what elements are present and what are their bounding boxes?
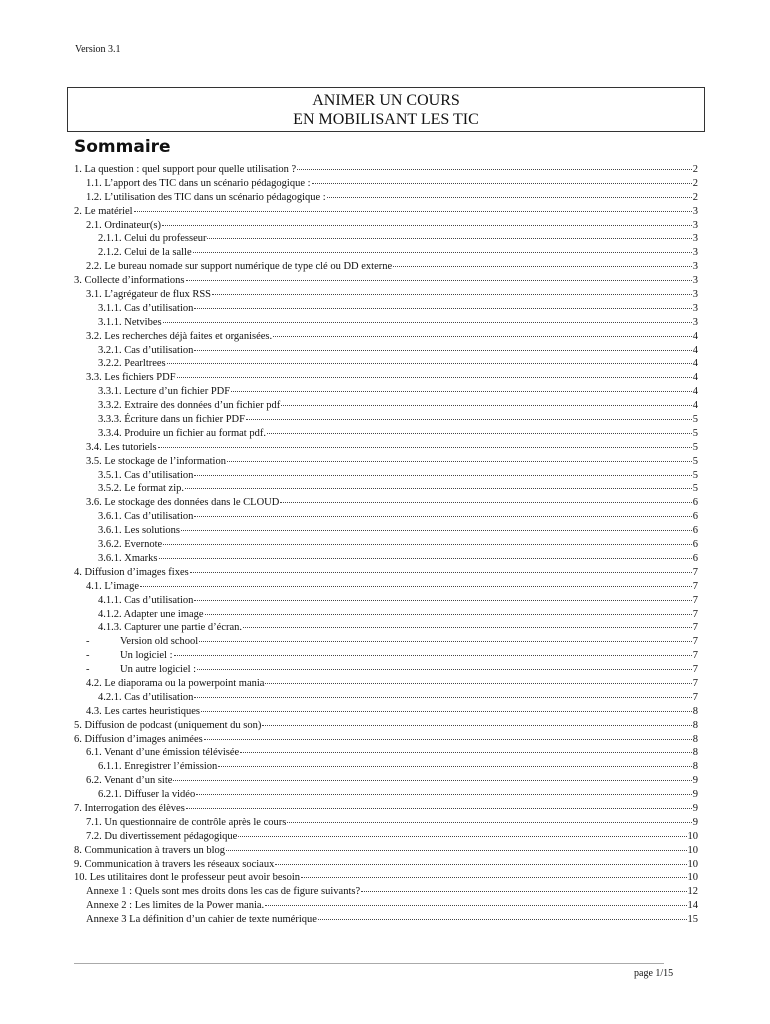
toc-entry-page: 7	[692, 691, 698, 703]
document-title-box	[67, 87, 705, 132]
toc-entry-label: 3.3.1. Lecture d’un fichier PDF	[98, 386, 231, 398]
toc-entry[interactable]	[74, 830, 698, 844]
toc-entry-label: 2.1. Ordinateur(s)	[86, 219, 161, 231]
toc-entry-page: 5	[692, 483, 698, 495]
table-of-contents	[74, 163, 698, 927]
toc-entry-label: 3.1.1. Cas d’utilisation	[98, 302, 194, 314]
toc-entry-label: 1.2. L’utilisation des TIC dans un scénario pédagogique :	[86, 191, 326, 203]
toc-entry[interactable]	[74, 733, 698, 747]
toc-entry-label: 4.1.2. Adapter une image	[98, 608, 204, 620]
toc-entry-page: 12	[687, 886, 698, 898]
toc-entry-label: 4.2.1. Cas d’utilisation	[98, 691, 194, 703]
toc-entry-page: 7	[692, 566, 698, 578]
toc-entry[interactable]	[74, 357, 698, 371]
toc-entry-leader	[186, 802, 692, 809]
toc-entry-page: 4	[692, 386, 698, 398]
toc-entry-page: 8	[692, 747, 698, 759]
toc-entry[interactable]	[74, 274, 698, 288]
toc-entry-label: 8. Communication à travers un blog	[74, 844, 226, 856]
toc-entry[interactable]	[74, 232, 698, 246]
toc-entry-label: 7.2. Du divertissement pédagogique	[86, 830, 238, 842]
toc-entry-leader	[240, 746, 692, 753]
toc-entry-leader	[218, 760, 691, 767]
toc-entry[interactable]	[74, 538, 698, 552]
toc-entry[interactable]	[74, 802, 698, 816]
toc-entry-label: 3.6.1. Les solutions	[98, 525, 180, 537]
toc-entry-leader	[186, 274, 692, 281]
toc-entry-label: 3. Collecte d’informations	[74, 275, 185, 287]
toc-entry-page: 2	[692, 191, 698, 203]
toc-entry[interactable]	[74, 580, 698, 594]
toc-entry-label: 3.1. L’agrégateur de flux RSS	[86, 289, 212, 301]
toc-entry-page: 9	[692, 816, 698, 828]
toc-entry-page: 2	[692, 177, 698, 189]
toc-entry[interactable]	[74, 163, 698, 177]
toc-entry-page: 10	[687, 872, 698, 884]
toc-entry[interactable]	[74, 788, 698, 802]
toc-entry[interactable]	[74, 399, 698, 413]
toc-entry-leader	[227, 455, 692, 462]
toc-entry-label: 2.2. Le bureau nomade sur support numérique de type clé ou DD externe	[86, 261, 393, 273]
toc-entry-leader	[301, 871, 687, 878]
toc-entry[interactable]	[74, 663, 698, 677]
toc-entry-label: 4.2. Le diaporama ou la powerpoint mania	[86, 677, 265, 689]
toc-entry-label: 3.6.1. Xmarks	[98, 552, 158, 564]
toc-entry-page: 5	[692, 427, 698, 439]
toc-entry[interactable]	[74, 469, 698, 483]
toc-entry[interactable]	[74, 746, 698, 760]
toc-entry-label: 3.3.3. Écriture dans un fichier PDF	[98, 414, 245, 426]
toc-entry-page: 7	[692, 636, 698, 648]
toc-entry-label: 3.6.1. Cas d’utilisation	[98, 511, 194, 523]
toc-entry-leader	[287, 816, 691, 823]
toc-entry-label: 3.1.1. Netvibes	[98, 316, 162, 328]
toc-entry-leader	[246, 413, 692, 420]
toc-entry-label: 4.3. Les cartes heuristiques	[86, 705, 201, 717]
toc-entry[interactable]	[74, 191, 698, 205]
title-line-2: EN MOBILISANT LES TIC	[293, 110, 479, 128]
toc-entry-page: 8	[692, 761, 698, 773]
toc-entry-leader	[265, 677, 691, 684]
toc-entry-leader	[267, 427, 692, 434]
toc-entry-label: Un autre logiciel :	[120, 664, 197, 676]
toc-entry[interactable]	[74, 719, 698, 733]
toc-entry[interactable]	[74, 246, 698, 260]
toc-entry[interactable]	[74, 705, 698, 719]
toc-entry-page: 4	[692, 344, 698, 356]
toc-entry-page: 3	[692, 302, 698, 314]
toc-entry-label: 3.5.2. Le format zip.	[98, 483, 185, 495]
toc-entry-page: 10	[687, 858, 698, 870]
toc-entry-page: 4	[692, 358, 698, 370]
toc-entry-page: 4	[692, 372, 698, 384]
toc-entry-leader	[190, 566, 692, 573]
toc-entry-leader	[226, 844, 686, 851]
toc-entry-label: 3.5. Le stockage de l’information	[86, 455, 226, 467]
toc-entry-label: 7. Interrogation des élèves	[74, 802, 185, 814]
toc-entry-page: 3	[692, 261, 698, 273]
toc-entry[interactable]	[74, 899, 698, 913]
toc-entry-leader	[163, 316, 692, 323]
toc-entry-label: Un logiciel :	[120, 650, 173, 662]
toc-entry-label: Version old school	[120, 636, 199, 648]
toc-entry-label: 6.2. Venant d’un site	[86, 775, 173, 787]
toc-entry-page: 10	[687, 844, 698, 856]
toc-entry-page: 5	[692, 414, 698, 426]
toc-entry-leader	[265, 899, 686, 906]
toc-entry-page: 6	[692, 539, 698, 551]
toc-entry[interactable]	[74, 413, 698, 427]
toc-entry-label: 3.5.1. Cas d’utilisation	[98, 469, 194, 481]
toc-entry[interactable]	[74, 482, 698, 496]
toc-entry-page: 8	[692, 705, 698, 717]
toc-entry-page: 7	[692, 650, 698, 662]
toc-entry-label: Annexe 3 La définition d’un cahier de texte numérique	[86, 914, 317, 926]
page-number: page 1/15	[634, 968, 674, 979]
footer-divider	[74, 963, 664, 964]
toc-entry-leader	[194, 344, 691, 351]
toc-entry-label: 2. Le matériel	[74, 205, 133, 217]
toc-entry[interactable]	[74, 441, 698, 455]
toc-entry[interactable]	[74, 621, 698, 635]
toc-entry-label: 6.2.1. Diffuser la vidéo	[98, 789, 196, 801]
toc-entry-leader	[174, 649, 692, 656]
toc-entry-leader	[361, 885, 686, 892]
toc-entry-label: 3.2.1. Cas d’utilisation	[98, 344, 194, 356]
toc-entry-leader	[194, 510, 691, 517]
toc-entry-page: 6	[692, 525, 698, 537]
toc-entry-page: 7	[692, 664, 698, 676]
toc-entry-page: 6	[692, 497, 698, 509]
title-line-1: ANIMER UN COURS	[312, 91, 460, 109]
toc-entry-page: 3	[692, 247, 698, 259]
toc-entry-page: 7	[692, 580, 698, 592]
toc-entry[interactable]	[74, 913, 698, 927]
toc-entry-label: 4.1.1. Cas d’utilisation	[98, 594, 194, 606]
toc-entry[interactable]	[74, 385, 698, 399]
toc-entry-leader	[185, 482, 692, 489]
toc-entry-page: 7	[692, 594, 698, 606]
toc-entry-leader	[212, 288, 692, 295]
toc-entry-leader	[275, 858, 686, 865]
toc-entry[interactable]	[74, 635, 698, 649]
toc-entry-leader	[201, 705, 692, 712]
toc-entry-leader	[280, 496, 691, 503]
toc-entry-page: 3	[692, 275, 698, 287]
toc-entry-leader	[327, 191, 692, 198]
toc-entry-label: 3.3.4. Produire un fichier au format pdf.	[98, 427, 266, 439]
toc-entry-label: 2.1.2. Celui de la salle	[98, 247, 192, 259]
toc-entry-leader	[194, 594, 691, 601]
toc-entry-leader	[193, 246, 692, 253]
toc-entry[interactable]	[74, 608, 698, 622]
toc-entry-leader	[262, 719, 691, 726]
toc-entry-label: 7.1. Un questionnaire de contrôle après le cours	[86, 816, 287, 828]
toc-entry-leader	[238, 830, 686, 837]
toc-entry-page: 9	[692, 789, 698, 801]
toc-entry[interactable]	[74, 774, 698, 788]
toc-entry-page: 3	[692, 205, 698, 217]
toc-entry-leader	[173, 774, 691, 781]
toc-entry-label: 3.6. Le stockage des données dans le CLOUD	[86, 497, 280, 509]
toc-entry-page: 14	[687, 900, 698, 912]
sommaire-heading: Sommaire	[74, 137, 171, 157]
toc-entry-label: 3.3.2. Extraire des données d’un fichier pdf	[98, 400, 281, 412]
toc-entry[interactable]	[74, 302, 698, 316]
toc-entry-label: 1. La question : quel support pour quelle utilisation ?	[74, 164, 297, 175]
toc-entry[interactable]	[74, 219, 698, 233]
toc-entry-leader	[159, 552, 692, 559]
toc-entry[interactable]	[74, 177, 698, 191]
toc-entry-label: 4. Diffusion d’images fixes	[74, 566, 189, 578]
toc-entry-leader	[297, 163, 692, 170]
toc-entry-leader	[231, 385, 692, 392]
toc-entry-page: 5	[692, 469, 698, 481]
toc-entry-leader	[281, 399, 692, 406]
toc-entry-label: 4.1.3. Capturer une partie d’écran.	[98, 622, 243, 634]
toc-entry-leader	[243, 621, 692, 628]
toc-entry-label: 6.1.1. Enregistrer l’émission	[98, 761, 218, 773]
toc-entry-page: 3	[692, 219, 698, 231]
toc-entry-page: 7	[692, 608, 698, 620]
toc-entry-label: 6.1. Venant d’une émission télévisée	[86, 747, 240, 759]
toc-entry-label: 3.4. Les tutoriels	[86, 441, 157, 453]
toc-entry[interactable]	[74, 316, 698, 330]
toc-entry[interactable]	[74, 594, 698, 608]
toc-entry-leader	[194, 302, 691, 309]
toc-entry-label: 9. Communication à travers les réseaux sociaux	[74, 858, 275, 870]
toc-entry[interactable]	[74, 427, 698, 441]
toc-entry-leader	[196, 788, 692, 795]
toc-entry-page: 4	[692, 400, 698, 412]
toc-entry-page: 8	[692, 733, 698, 745]
toc-entry-page: 3	[692, 316, 698, 328]
toc-entry-leader	[194, 691, 691, 698]
toc-entry[interactable]	[74, 691, 698, 705]
toc-entry-dash: -	[86, 636, 90, 648]
toc-entry-leader	[167, 357, 692, 364]
toc-entry-page: 7	[692, 622, 698, 634]
toc-entry-page: 6	[692, 511, 698, 523]
version-label: Version 3.1	[75, 44, 121, 55]
toc-entry-leader	[134, 205, 692, 212]
toc-entry[interactable]	[74, 496, 698, 510]
toc-entry-label: 4.1. L’image	[86, 580, 139, 592]
toc-entry-dash: -	[86, 664, 90, 676]
toc-entry[interactable]	[74, 455, 698, 469]
toc-entry-leader	[163, 538, 692, 545]
toc-entry-page: 3	[692, 289, 698, 301]
toc-entry-page: 15	[687, 914, 698, 926]
toc-entry-page: 2	[692, 164, 698, 175]
toc-entry-label: 2.1.1. Celui du professeur	[98, 233, 207, 245]
toc-entry-page: 3	[692, 233, 698, 245]
toc-entry-label: 1.1. L’apport des TIC dans un scénario pédagogique :	[86, 177, 311, 189]
toc-entry-page: 5	[692, 441, 698, 453]
toc-entry[interactable]	[74, 677, 698, 691]
toc-entry[interactable]	[74, 344, 698, 358]
toc-entry-leader	[158, 441, 692, 448]
toc-entry[interactable]	[74, 524, 698, 538]
toc-entry-page: 9	[692, 775, 698, 787]
toc-entry[interactable]	[74, 330, 698, 344]
toc-entry-leader	[393, 260, 692, 267]
toc-entry-leader	[204, 733, 692, 740]
toc-entry[interactable]	[74, 885, 698, 899]
toc-entry[interactable]	[74, 816, 698, 830]
toc-entry[interactable]	[74, 858, 698, 872]
toc-entry[interactable]	[74, 844, 698, 858]
toc-entry-leader	[181, 524, 692, 531]
toc-entry-leader	[318, 913, 687, 920]
toc-entry-label: 3.6.2. Evernote	[98, 539, 163, 551]
toc-entry[interactable]	[74, 510, 698, 524]
toc-entry-label: 3.3. Les fichiers PDF	[86, 372, 176, 384]
toc-entry-leader	[273, 330, 692, 337]
toc-entry-leader	[197, 663, 692, 670]
toc-entry-page: 6	[692, 552, 698, 564]
toc-entry[interactable]	[74, 760, 698, 774]
toc-entry-leader	[162, 219, 692, 226]
toc-entry[interactable]	[74, 871, 698, 885]
toc-entry[interactable]	[74, 649, 698, 663]
toc-entry[interactable]	[74, 260, 698, 274]
toc-entry[interactable]	[74, 288, 698, 302]
toc-entry[interactable]	[74, 371, 698, 385]
toc-entry-label: 6. Diffusion d’images animées	[74, 733, 203, 745]
toc-entry-page: 10	[687, 830, 698, 842]
toc-entry-label: Annexe 2 : Les limites de la Power mania.	[86, 900, 265, 912]
toc-entry-label: 10. Les utilitaires dont le professeur peut avoir besoin	[74, 872, 300, 884]
toc-entry-leader	[140, 580, 692, 587]
toc-entry-leader	[199, 635, 692, 642]
toc-entry-leader	[194, 469, 691, 476]
toc-entry-page: 7	[692, 677, 698, 689]
toc-entry-label: Annexe 1 : Quels sont mes droits dons les cas de figure suivants?	[86, 886, 361, 898]
toc-entry-label: 3.2.2. Pearltrees	[98, 358, 166, 370]
toc-entry-dash: -	[86, 650, 90, 662]
toc-entry-page: 9	[692, 802, 698, 814]
toc-entry[interactable]	[74, 205, 698, 219]
toc-entry-leader	[207, 232, 691, 239]
toc-entry-leader	[205, 608, 692, 615]
toc-entry-label: 3.2. Les recherches déjà faites et organisées.	[86, 330, 273, 342]
toc-entry-page: 4	[692, 330, 698, 342]
toc-entry-leader	[312, 177, 692, 184]
toc-entry-label: 5. Diffusion de podcast (uniquement du son)	[74, 719, 262, 731]
toc-entry-page: 8	[692, 719, 698, 731]
toc-entry[interactable]	[74, 552, 698, 566]
toc-entry[interactable]	[74, 566, 698, 580]
toc-entry-page: 5	[692, 455, 698, 467]
toc-entry-leader	[177, 371, 692, 378]
